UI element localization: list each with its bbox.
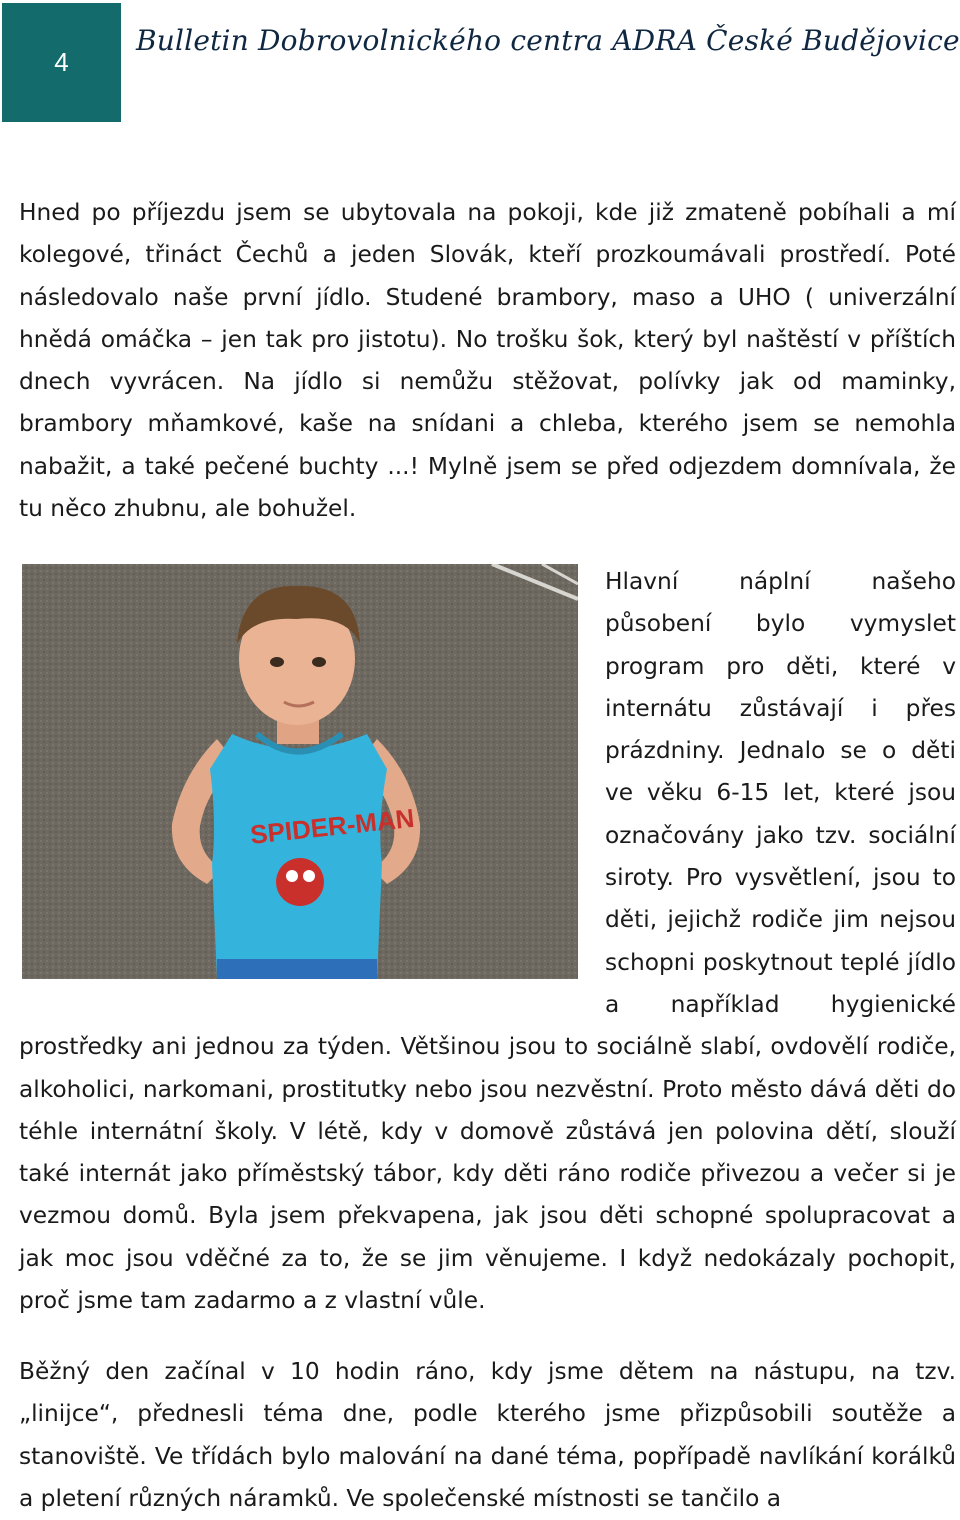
shirt-print-text: SPIDER-MAN: [248, 802, 416, 850]
article-paragraph-3: Běžný den začínal v 10 hodin ráno, kdy jsme dětem na nástupu, na tzv. „linijce“, přednesli téma dne, podle kterého jsme přizpůsobili soutěže a stanoviště. Ve třídách bylo malování na dané téma, popřípadě navlíkání korálků a pletení různých náramků. Ve společenské místnosti se tančilo a: [19, 1358, 956, 1512]
article-paragraph-1: Hned po příjezdu jsem se ubytovala na pokoji, kde již zmateně pobíhali a mí kolegové, třináct Čechů a jeden Slovák, kteří prozkoumávali prostředí. Poté následovalo naše první jídlo. Studené brambory, maso a UHO ( univerzální hnědá omáčka – jen tak pro jistotu). No trošku šok, který byl naštěstí v příštích dnech vyvrácen. Na jídlo si nemůžu stěžovat, polívky jak od maminky, brambory mňamkové, kaše na snídani a chleba, kterého jsem se nemohla nabažit, a také pečené buchty ...! Mylně jsem se před odjezdem domnívala, že tu něco zhubnu, ale bohužel.: [19, 199, 956, 523]
page-number-box: [2, 3, 121, 122]
article-paragraph-2: Hlavní náplní našeho působení bylo vymyslet program pro děti, které v internátu zůstávají i přes prázdniny. Jednalo se o děti ve věku 6-15 let, které jsou označovány jako tzv. sociální siroty. Pro vysvětlení, jsou to děti, jejichž rodiče jim nejsou schopni poskytnout teplé jídlo a například hygienické prostředky ani jednou za týden. Většinou jsou to sociálně slabí, ovdovělí rodiče, alkoholici, narkomani, prostitutky nebo jsou nezvěstní. Proto město dává děti do téhle internátní školy. V létě, kdy v domově zůstává jen polovina dětí, slouží také internát jako příměstský tábor, kdy děti ráno rodiče přivezou a večer si je vezmou domů. Byla jsem překvapena, jak jsou děti schopné spolupracovat a jak moc jsou vděčné za to, že se jim věnujeme. I když nedokázaly pochopit, proč jsme tam zadarmo a z vlastní vůle.: [19, 568, 956, 1315]
child-photo: [22, 564, 578, 979]
child-photo-image: [22, 564, 578, 979]
article-section-with-photo: [19, 561, 956, 1322]
page-number: 4: [54, 47, 69, 77]
bulletin-title: Bulletin Dobrovolnického centra ADRA České Budějovice: [136, 24, 960, 57]
